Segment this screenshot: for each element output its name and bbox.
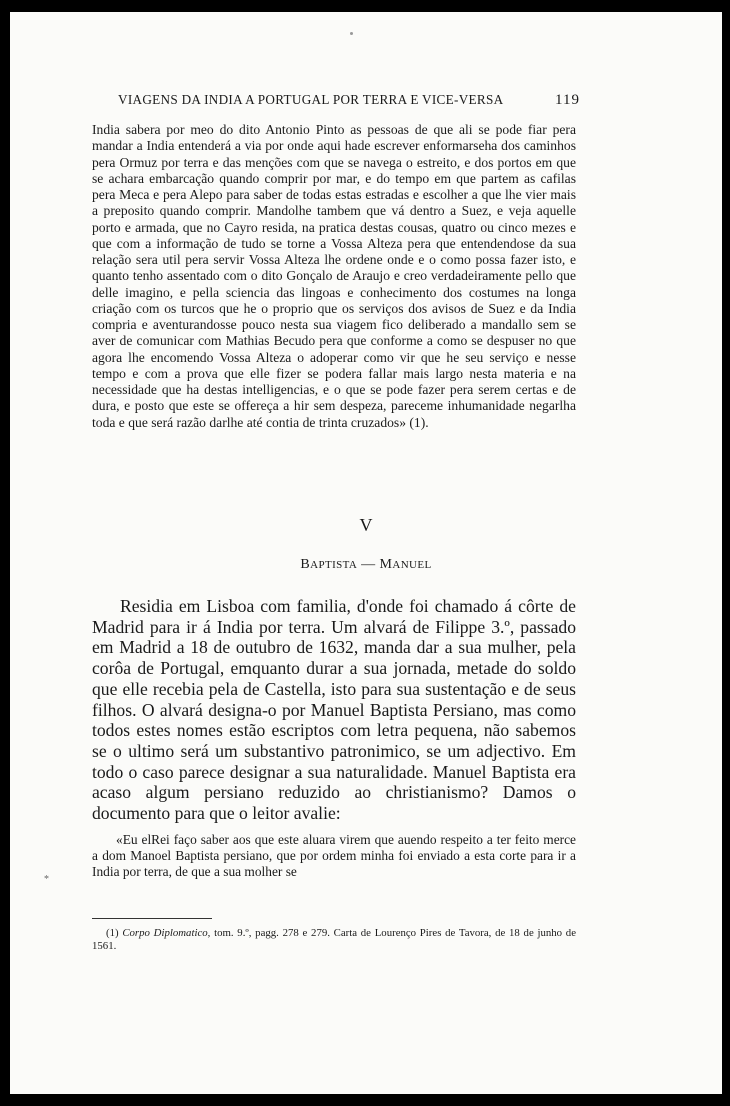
book-page (10, 12, 722, 1094)
running-header (118, 92, 580, 109)
margin-mark: * (44, 874, 49, 885)
subtitle-rest-2: ANUEL (392, 559, 432, 571)
section-subtitle (10, 557, 722, 573)
paragraph-body: Residia em Lisboa com familia, d'onde foi chamado á côrte de Madrid para ir á India por terra. Um alvará de Filippe 3.º, passado em Madrid a 18 de outubro de 1632, manda dar a sua mulher, pela corôa de Portugal, emquanto durar a sua jornada, metade do soldo que elle recebia pela de Castella, isto para sua sustentação e de seus filhos. O alvará designa-o por Manuel Baptista Persiano, mas como todos estes nomes estão escriptos com letra pequena, não sabemos se o ultimo será um substantivo patronimico, se um adjectivo. Em todo o caso parece designar a sua naturalidade. Manuel Baptista era acaso algum persiano reduzido ao christianismo? Damos o documento para que o leitor avalie: (92, 596, 576, 824)
subtitle-initial-2: M (379, 557, 393, 572)
section-numeral: V (359, 515, 373, 535)
page-number: 119 (555, 92, 580, 108)
scan-speck (350, 32, 353, 35)
subtitle-initial-1: B (300, 557, 311, 572)
header-title: VIAGENS DA INDIA A PORTUGAL POR TERRA E VICE-VERSA (118, 92, 504, 107)
footnote-rule (92, 918, 212, 919)
footnote (92, 927, 576, 952)
subtitle-rest-1: APTISTA (310, 559, 358, 571)
subtitle-dash: — (357, 557, 380, 572)
paragraph-quoted-document: «Eu elRei faço saber aos que este aluara virem que auendo respeito a ter feito merce a dom Manoel Baptista persiano, que por ordem minha foi enviado a esta corte para ir a India por terra, de que a sua molher se (92, 832, 576, 880)
footnote-text: tom. 9.º, pagg. 278 e 279. Carta de Lourenço Pires de Tavora, de 18 de junho de 1561. (92, 927, 576, 952)
paragraph-letter-continuation: India sabera por meo do dito Antonio Pinto as pessoas de que ali se pode fiar pera mandar a India entenderá a via por onde aqui hade escrever enformarseha dos caminhos pera Ormuz por terra e das menções com que se navega o estreito, e dos portos em que se achara embarcação quando comprir por mar, e do tempo em que partem as cafilas pera Meca e pera Alepo para saber de todas estas estradas e escolher a que lhe vier mais a preposito quando comprir. Mandolhe tambem que vá dentro a Suez, e veja aquelle porto e armada, que no Cayro resida, na pratica destas cousas, quatro ou cinco mezes e que com a informação de tudo se torne a Vossa Alteza pera que entendendose da sua relação sera util pera servir Vossa Alteza lhe ordene onde e o como possa fazer isto, e quanto tenho assentado com o dito Gonçalo de Araujo e creo verdadeiramente pello que delle imagino, e pella sciencia das lingoas e conhecimento dos costumes na longa criação com os turcos que he o proprio que os serviços dos avisos de Suez e da India compria e aventurandosse pouco nesta sua viagem fico deliberado a mandallo sem se aver de comunicar com Mathias Becudo pera que conforme a como se despuser no que agora lhe encomendo Vossa Alteza o adoperar como vir que he seu serviço e nesse tempo e com a prova que elle fizer se podera fallar mais largo nesta materia e na necessidade que ha destas intelligencias, e o que se pode fazer pera serem certas e de dura, e posto que este se offereça a hir sem despeza, pareceme inhumanidade negarlha toda e que será razão darlhe até contia de trinta cruzados» (1). (92, 122, 576, 430)
footnote-marker: (1) (106, 927, 123, 939)
footnote-work-title: Corpo Diplomatico, (122, 927, 211, 939)
